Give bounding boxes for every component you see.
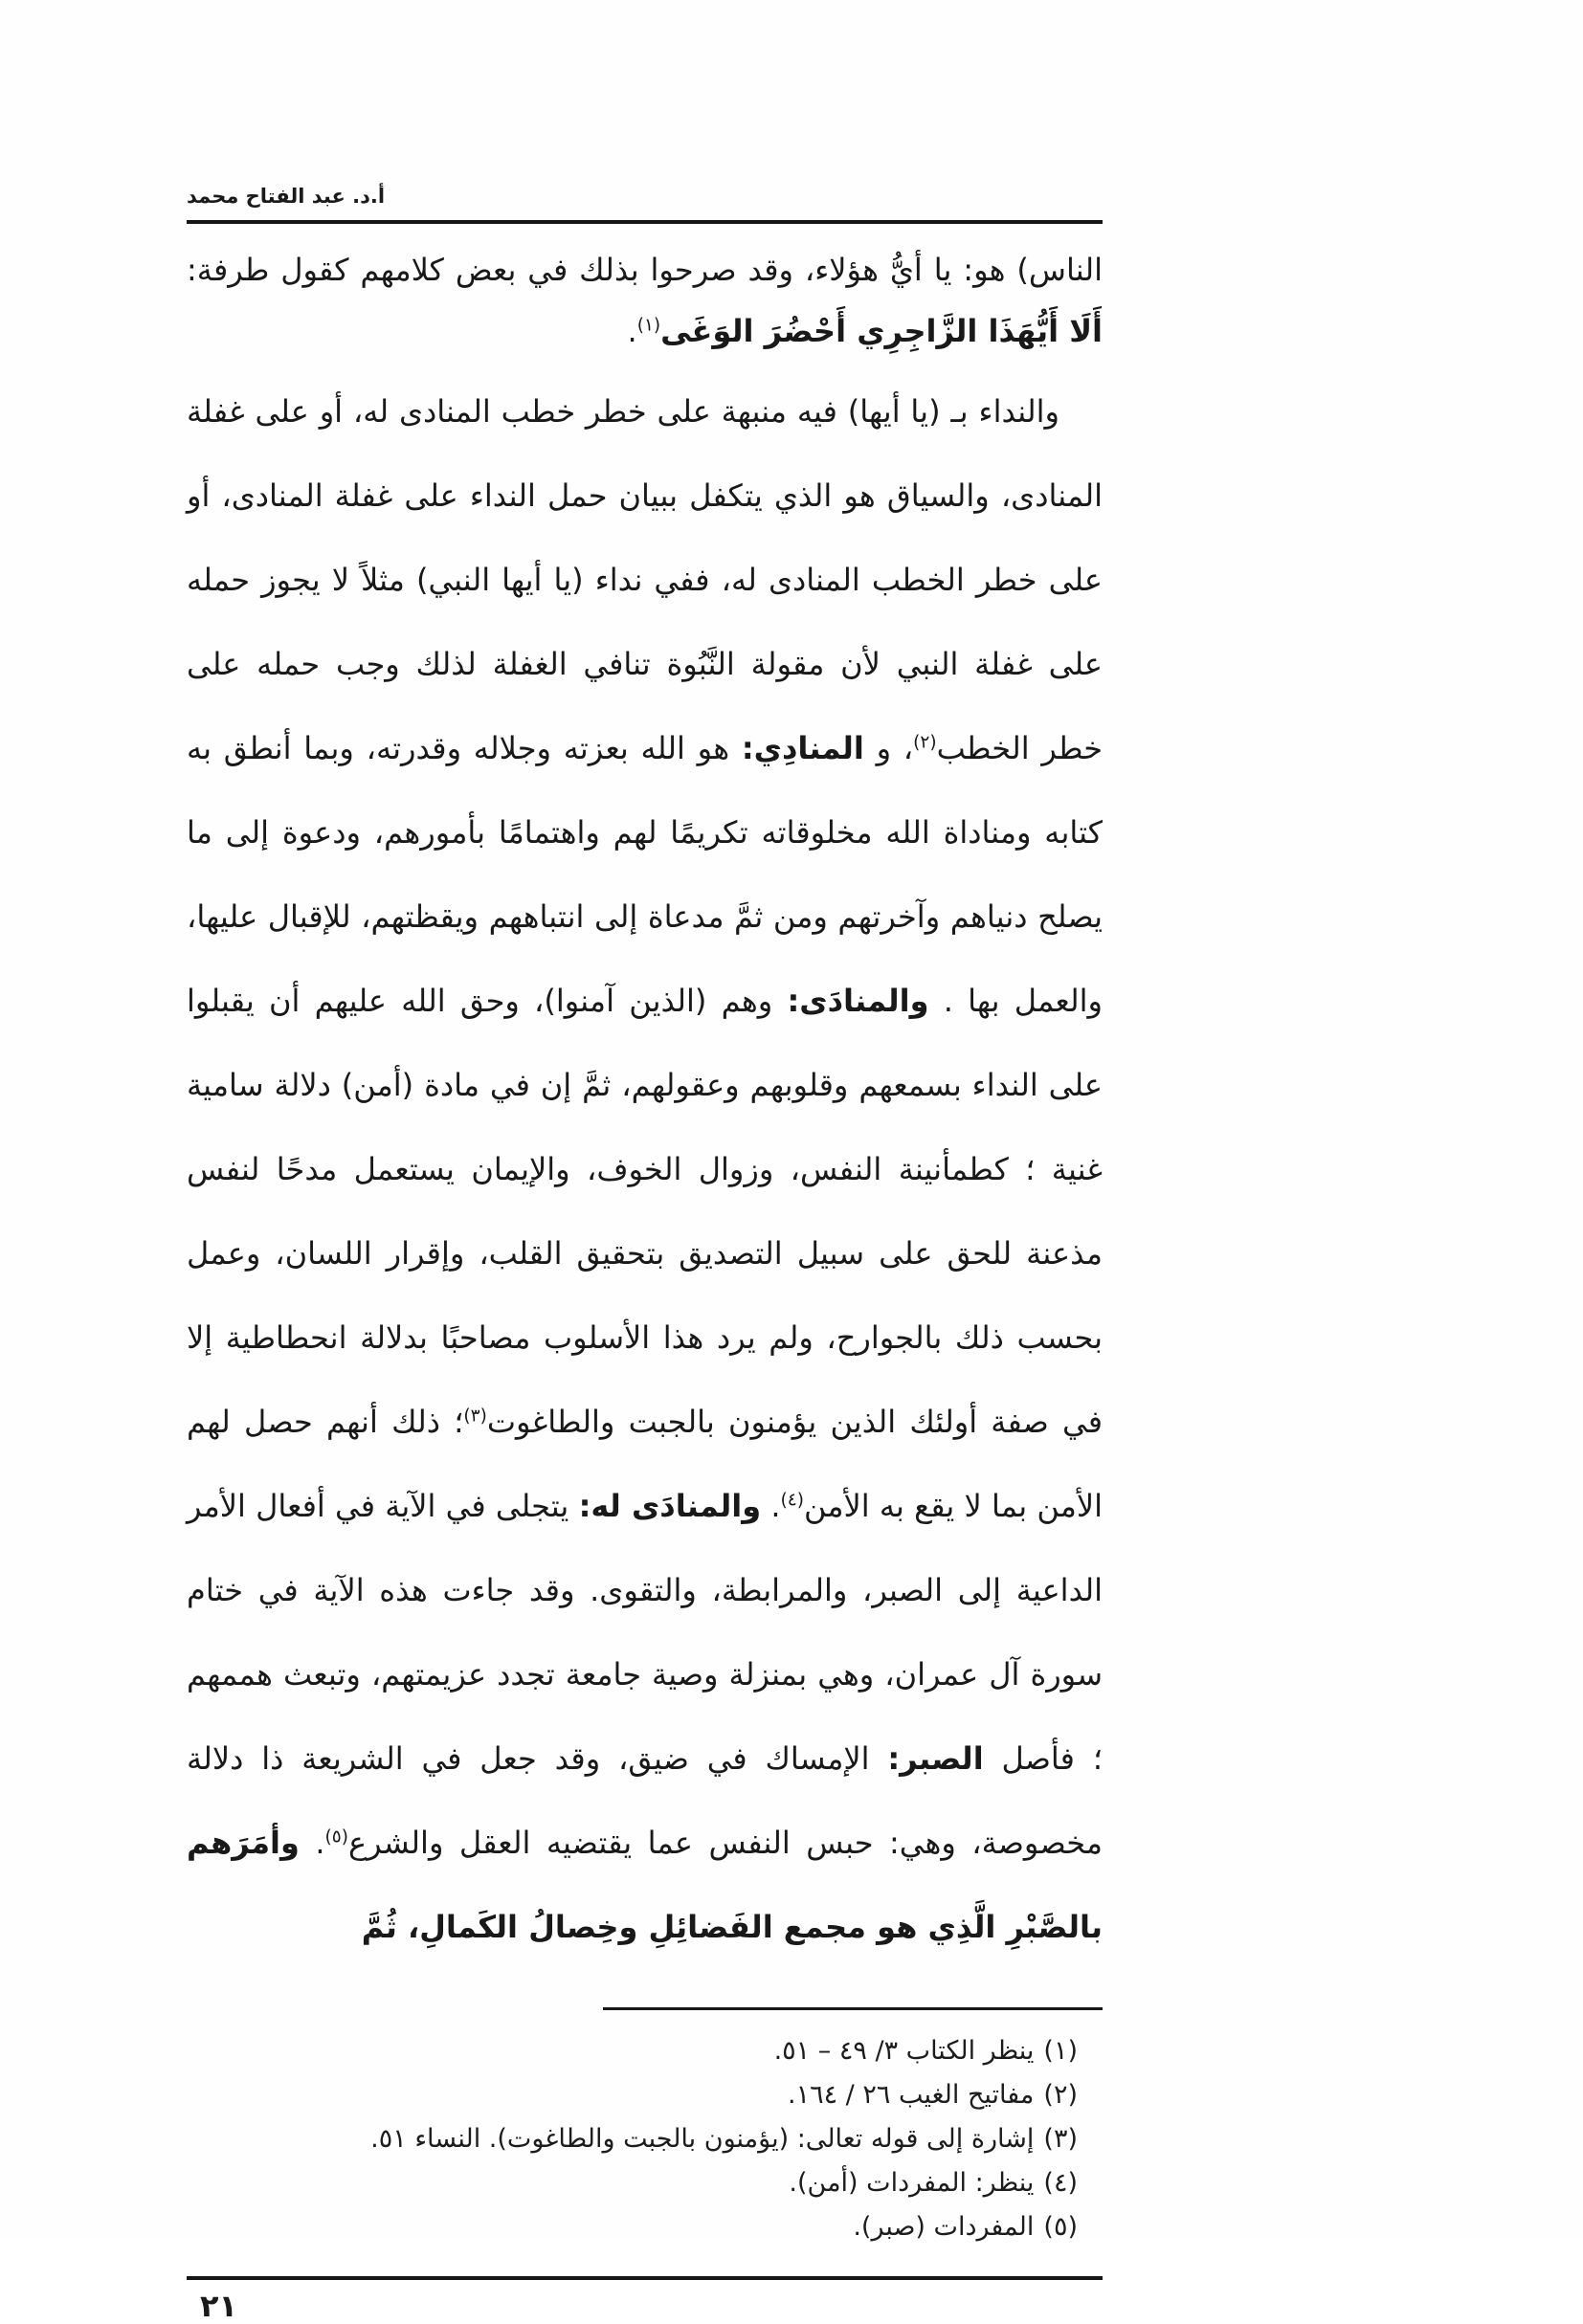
header-author: أ.د. عبد الفتاح محمد — [187, 185, 386, 208]
footnote-text: مفاتيح الغيب ٢٦ / ١٦٤. — [787, 2080, 1035, 2110]
footnote-text: إشارة إلى قوله تعالى: (يؤمنون بالجبت والطاغوت). النساء ٥١. — [370, 2124, 1035, 2154]
footnote-ref: (٢) — [913, 732, 937, 753]
footnote-text: المفردات (صبر). — [853, 2212, 1035, 2242]
footnote-ref: (٣) — [463, 1405, 487, 1427]
emphasized-text: وأمَرَهم بالصَّبْرِ الَّذِي هو مجمع الفَضائِلِ وخِصالُ الكَمالِ، ثُمَّ — [187, 1825, 1103, 1945]
footnotes-block — [187, 2029, 1103, 2249]
body-text: الناس) هو: يا أيُّ هؤلاء، وقد صرحوا بذلك في بعض كلامهم كقول طرفة: — [187, 252, 1103, 288]
footer-rule — [187, 2276, 1103, 2280]
footnote-ref: (١) — [636, 315, 661, 336]
footnote-separator — [603, 2007, 1103, 2010]
footnote-marker: (٢) — [1043, 2080, 1078, 2110]
footnote-item — [187, 2161, 1078, 2205]
body-text: وهم (الذين آمنوا)، وحق الله عليهم أن يقبلوا على النداء بسمعهم وقلوبهم وعقولهم، ثمَّ إن في مادة (أمن) دلالة سامية غنية ؛ كطمأنينة النفس، وزوال الخوف، والإيمان يستعمل مدحًا لنفس مذعنة للحق على سبيل التصديق بتحقيق القلب، وإقرار اللسان، وعمل بحسب ذلك بالجوارح، ولم يرد هذا الأسلوب مصاحبًا بدلالة انحطاطية إلا في صفة أولئك الذين يؤمنون بالجبت والطاغوت — [187, 983, 1103, 1440]
body-text: الإمساك في ضيق، وقد جعل في الشريعة ذا دلالة مخصوصة، وهي: حبس النفس عما يقتضيه العقل والشرع — [187, 1740, 1104, 1861]
page-number: ٢١ — [200, 2288, 238, 2324]
emphasized-text: والمنادَى له: — [578, 1488, 762, 1524]
footnote-text: ينظر الكتاب ٣/ ٤٩ – ٥١. — [773, 2036, 1035, 2066]
body-text: ؛ ذلك أنهم حصل لهم الأمن بما لا يقع به الأمن — [187, 1404, 1104, 1524]
paragraph-main-body — [187, 369, 1103, 1969]
footnote-ref: (٥) — [324, 1826, 348, 1848]
emphasized-text: أَلَا أَيُّهَذَا الزَّاجِرِي أَحْضُرَ الوَغَى — [660, 313, 1103, 349]
body-text: والنداء بـ (يا أيها) فيه منبهة على خطر خطب المنادى له، أو على غفلة المنادى، والسياق هو الذي يتكفل ببيان حمل النداء على غفلة المنادى، أو على خطر الخطب المنادى له، ففي نداء (يا أيها النبي) مثلاً لا يجوز حمله على غفلة النبي لأن مقولة النَّبُوة تنافي الغفلة لذلك وجب حمله على خطر الخطب — [187, 393, 1104, 766]
footnote-ref: (٤) — [780, 1490, 805, 1511]
body-text: . — [627, 313, 637, 349]
footnote-item — [187, 2073, 1078, 2117]
body-text: ، و — [863, 730, 914, 766]
footnote-item — [187, 2117, 1078, 2161]
footnote-text: ينظر: المفردات (أمن). — [789, 2168, 1035, 2198]
page-content — [187, 0, 1103, 2324]
body-text: . — [761, 1488, 781, 1524]
footnote-marker: (١) — [1043, 2036, 1078, 2066]
footnote-marker: (٣) — [1043, 2124, 1078, 2154]
emphasized-text: الصبر: — [887, 1740, 984, 1777]
paragraph-poetry-quote — [187, 239, 1103, 362]
body-text: . — [299, 1825, 325, 1861]
header-rule — [187, 220, 1103, 224]
body-text: يتجلى في الآية في أفعال الأمر الداعية إلى الصبر، والمرابطة، والتقوى. وقد جاءت هذه الآية في ختام سورة آل عمران، وهي بمنزلة وصية جامعة تجدد عزيمتهم، وتبعث هممهم ؛ فأصل — [187, 1488, 1104, 1777]
footnote-marker: (٤) — [1043, 2168, 1078, 2198]
emphasized-text: المنادِي: — [741, 730, 864, 766]
footnote-item — [187, 2029, 1078, 2073]
footnote-item — [187, 2205, 1078, 2249]
footnote-marker: (٥) — [1043, 2212, 1078, 2242]
body-text: هو الله بعزته وجلاله وقدرته، وبما أنطق به كتابه ومناداة الله مخلوقاته تكريمًا لهم واهتمامًا بأمورهم، ودعوة إلى ما يصلح دنياهم وآخرتهم ومن ثمَّ مدعاة إلى انتباههم ويقظتهم، للإقبال عليها، والعمل بها . — [187, 730, 1104, 1019]
emphasized-text: والمنادَى: — [787, 983, 929, 1019]
